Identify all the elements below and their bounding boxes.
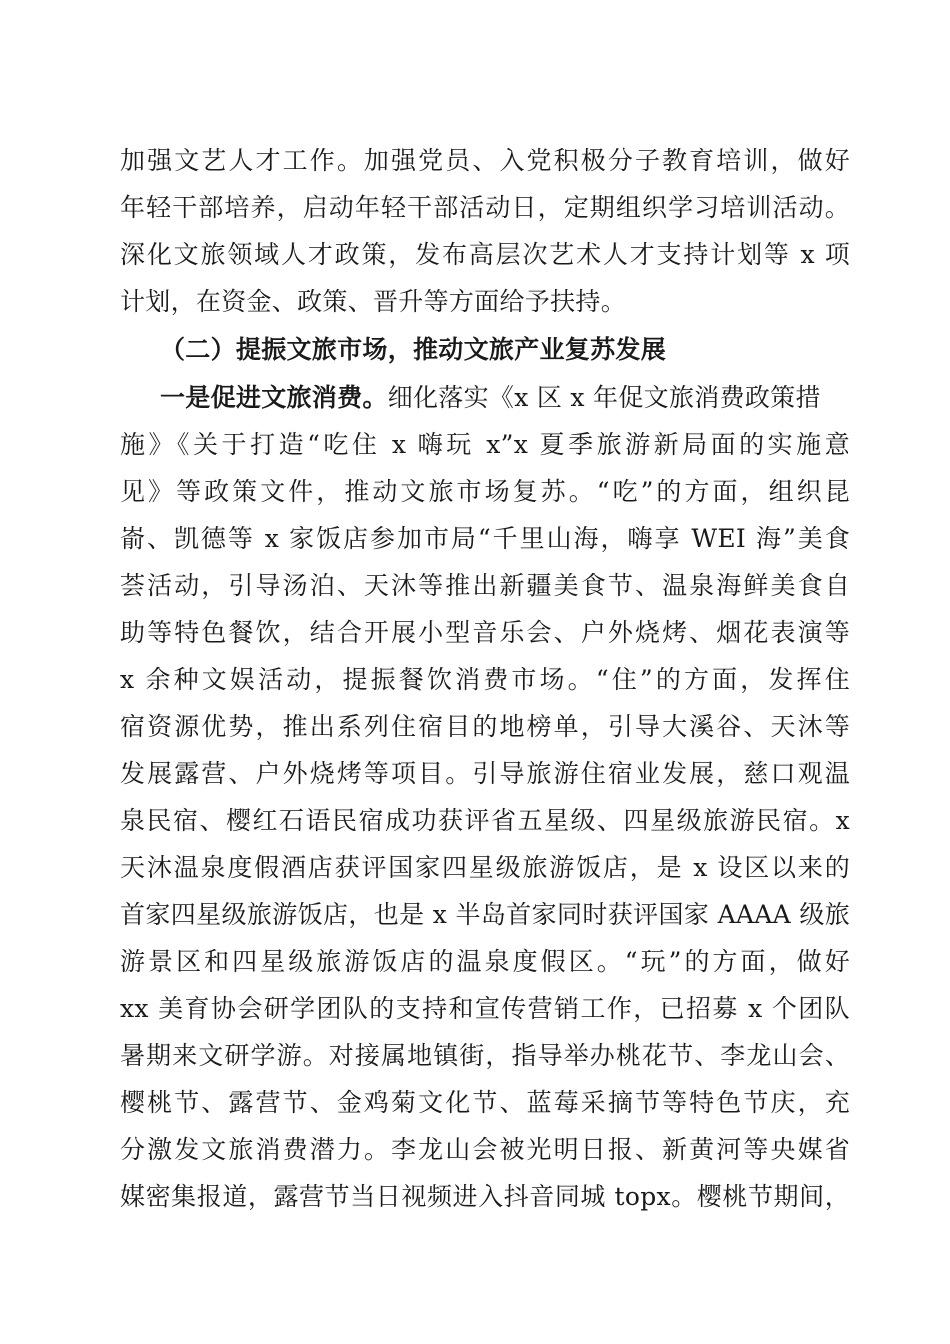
paragraph-line: 深化文旅领域人才政策，发布高层次艺术人才支持计划等 x 项 <box>120 240 850 269</box>
paragraph-line: 发展露营、户外烧烤等项目。引导旅游住宿业发展，慈口观温 <box>120 759 850 788</box>
paragraph-line: 游景区和四星级旅游饭店的温泉度假区。“玩”的方面，做好 <box>120 947 850 976</box>
paragraph-line: 施》《关于打造“吃住 x 嗨玩 x”x 夏季旅游新局面的实施意 <box>120 430 850 459</box>
paragraph-line: 媒密集报道，露营节当日视频进入抖音同城 topx。樱桃节期间， <box>120 1182 850 1211</box>
paragraph-line <box>160 378 890 418</box>
lead-phrase: 一是促进文旅消费。 <box>160 383 388 412</box>
paragraph-line: 分激发文旅消费潜力。李龙山会被光明日报、新黄河等央媒省 <box>120 1135 850 1164</box>
paragraph-line: 见》等政策文件，推动文旅市场复苏。“吃”的方面，组织昆 <box>120 477 850 506</box>
paragraph-line: 暑期来文研学游。对接属地镇街，指导举办桃花节、李龙山会、 <box>120 1041 850 1070</box>
paragraph-line: x 余种文娱活动，提振餐饮消费市场。“住”的方面，发挥住 <box>120 665 850 694</box>
paragraph-line: 助等特色餐饮，结合开展小型音乐会、户外烧烤、烟花表演等 <box>120 618 850 647</box>
paragraph-line: xx 美育协会研学团队的支持和宣传营销工作，已招募 x 个团队 <box>120 994 850 1023</box>
paragraph-line: 樱桃节、露营节、金鸡菊文化节、蓝莓采摘节等特色节庆，充 <box>120 1088 850 1117</box>
paragraph-line: 嵛、凯德等 x 家饭店参加市局“千里山海，嗨享 WEI 海”美食 <box>120 524 850 553</box>
paragraph-line: 荟活动，引导汤泊、天沐等推出新疆美食节、温泉海鲜美食自 <box>120 571 850 600</box>
paragraph-line-rest: 细化落实《x 区 x 年促文旅消费政策措 <box>387 383 821 412</box>
paragraph-line: 加强文艺人才工作。加强党员、入党积极分子教育培训，做好 <box>120 146 850 175</box>
paragraph-line: 天沐温泉度假酒店获评国家四星级旅游饭店，是 x 设区以来的 <box>120 853 850 882</box>
paragraph-line: 年轻干部培养，启动年轻干部活动日，定期组织学习培训活动。 <box>120 193 850 222</box>
paragraph-line: 首家四星级旅游饭店，也是 x 半岛首家同时获评国家 AAAA 级旅 <box>120 900 850 929</box>
paragraph-line: 计划，在资金、政策、晋升等方面给予扶持。 <box>120 287 627 316</box>
section-heading: （二）提振文旅市场，推动文旅产业复苏发展 <box>160 335 667 364</box>
paragraph-line: 泉民宿、樱红石语民宿成功获评省五星级、四星级旅游民宿。x <box>120 806 850 835</box>
paragraph-line: 宿资源优势，推出系列住宿目的地榜单，引导大溪谷、天沐等 <box>120 712 850 741</box>
